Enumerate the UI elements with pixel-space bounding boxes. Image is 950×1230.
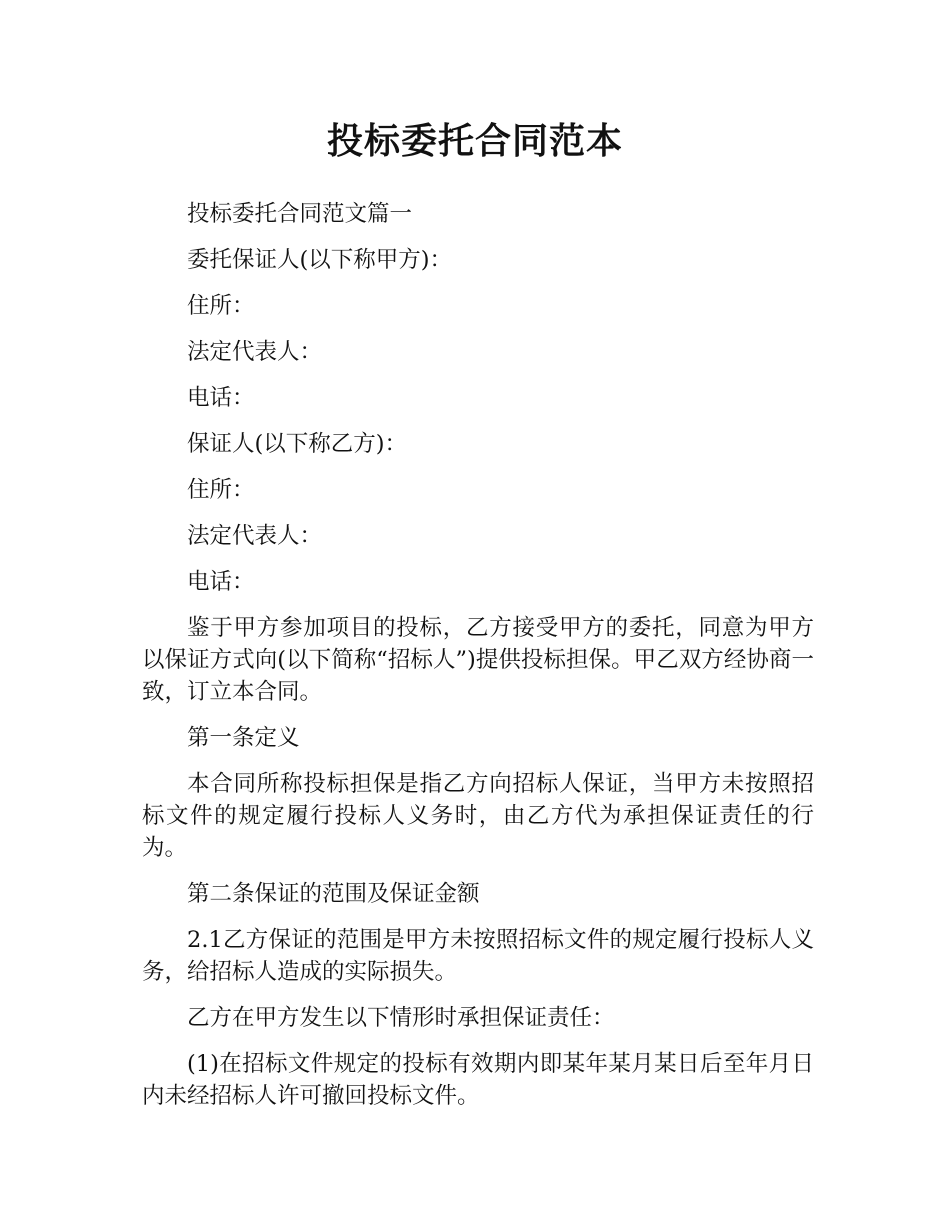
clause-2-1: 2.1乙方保证的范围是甲方未按照招标文件的规定履行投标人义务，给招标人造成的实际损失。 bbox=[142, 927, 814, 985]
liability-item-1: (1)在招标文件规定的投标有效期内即某年某月某日后至年月日内未经招标人许可撤回投标文件。 bbox=[142, 1051, 814, 1109]
section-heading: 投标委托合同范文篇一 bbox=[187, 201, 413, 227]
party-a-label: 委托保证人(以下称甲方)： bbox=[187, 247, 453, 273]
liability-intro: 乙方在甲方发生以下情形时承担保证责任： bbox=[187, 1005, 615, 1031]
party-a-address: 住所： bbox=[187, 293, 255, 319]
document-body bbox=[142, 198, 814, 1126]
party-a-representative: 法定代表人： bbox=[187, 339, 323, 365]
document-title: 投标委托合同范本 bbox=[326, 121, 623, 162]
article-1-body: 本合同所称投标担保是指乙方向招标人保证，当甲方未按照招标文件的规定履行投标人义务时，由乙方代为承担保证责任的行为。 bbox=[142, 771, 814, 861]
party-a-phone: 电话： bbox=[187, 385, 255, 411]
preamble-paragraph: 鉴于甲方参加项目的投标，乙方接受甲方的委托，同意为甲方以保证方式向(以下简称“招标人”)提供投标担保。甲乙双方经协商一致，订立本合同。 bbox=[142, 615, 814, 705]
party-b-representative: 法定代表人： bbox=[187, 523, 323, 549]
party-b-label: 保证人(以下称乙方)： bbox=[187, 431, 408, 457]
party-b-address: 住所： bbox=[187, 477, 255, 503]
article-2-heading: 第二条保证的范围及保证金额 bbox=[187, 881, 480, 907]
party-b-phone: 电话： bbox=[187, 569, 255, 595]
article-1-heading: 第一条定义 bbox=[187, 725, 300, 751]
